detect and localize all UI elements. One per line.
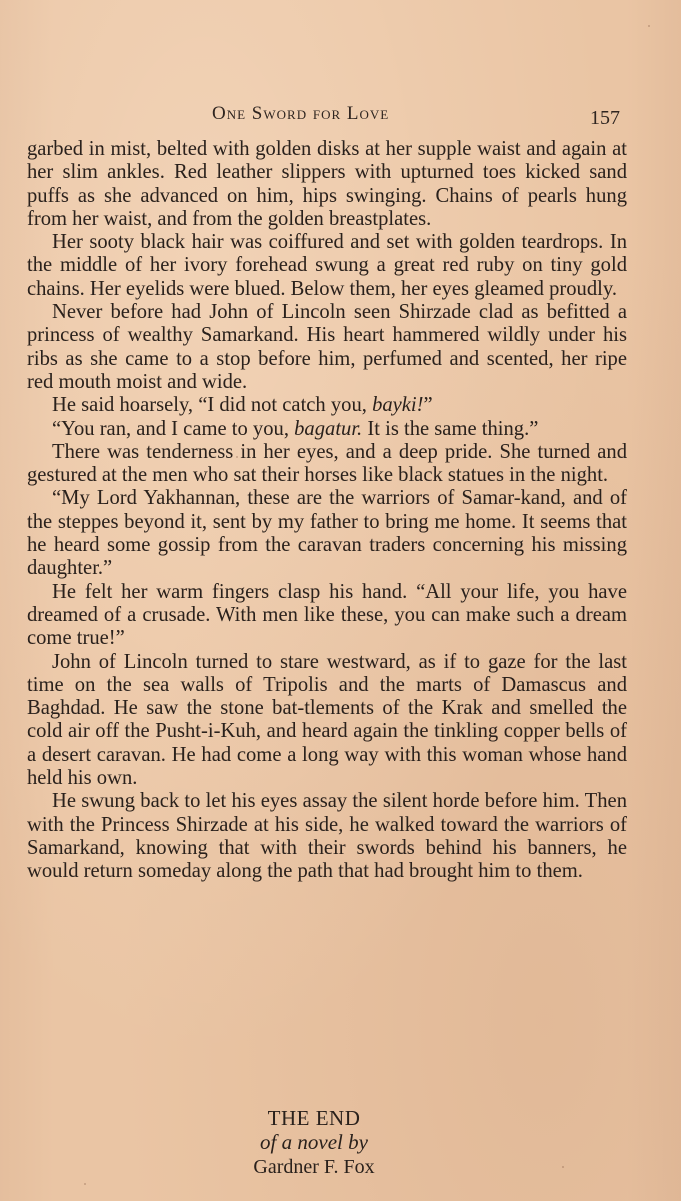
paragraph (27, 231, 627, 301)
running-title: One Sword for Love (212, 103, 390, 124)
paragraph (27, 301, 627, 394)
paragraph (27, 394, 627, 417)
paragraph-text: He swung back to let his eyes assay the silent horde before him. Then with the Princess Shirzade at his side, he walked toward the warriors of Samarkand, knowing that with their swords behind his banners, he would return someday along the path that had brought him to them. (27, 790, 627, 883)
paper-speck (648, 25, 650, 27)
paragraph-text: It is the same thing.” (362, 417, 539, 440)
paragraph (27, 487, 627, 580)
paragraph (27, 581, 627, 651)
page-number: 157 (590, 107, 620, 129)
paragraph (27, 790, 627, 883)
paragraph (27, 441, 627, 488)
paper-speck (84, 1183, 86, 1185)
paragraph-text: Her sooty black hair was coiffured and set with golden teardrops. In the middle of her ivory forehead swung a great red ruby on tiny gold chains. Her eyelids were blued. Below them, her eyes gleamed proudly. (27, 231, 627, 300)
paragraph-text: He felt her warm fingers clasp his hand. “All your life, you have dreamed of a crusade. With men like these, you can make such a dream come true!” (27, 580, 627, 650)
body-text (27, 138, 627, 884)
paragraph (27, 418, 627, 441)
paragraph (27, 138, 627, 231)
of-a-novel-by-line: of a novel by (260, 1130, 368, 1154)
author-name: Gardner F. Fox (253, 1156, 375, 1178)
paragraph-text: He said hoarsely, “I did not catch you, (52, 394, 373, 417)
paragraph-text: ” (423, 394, 433, 417)
running-head (0, 103, 681, 127)
paragraph-text: There was tenderness in her eyes, and a deep pride. She turned and gestured at the men who sat their horses like black statues in the night. (27, 440, 627, 487)
the-end-heading: THE END (267, 1106, 361, 1130)
colophon (0, 1106, 628, 1180)
paragraph-text: Never before had John of Lincoln seen Shirzade clad as befitted a princess of wealthy Samarkand. His heart hammered wildly under his ribs as she came to a stop before him, perfumed and scented, her ripe red mouth moist and wide. (27, 301, 627, 393)
paragraph (27, 651, 627, 791)
italic-word: bagatur. (294, 417, 363, 440)
paper-speck (236, 456, 238, 458)
paragraph-text: “You ran, and I came to you, (52, 417, 295, 440)
paragraph-text: John of Lincoln turned to stare westward, as if to gaze for the last time on the sea walls of Tripolis and the marts of Damascus and Baghdad. He saw the stone bat-tlements of the Krak and smelled the cold air off the Pusht-i-Kuh, and heard again the tinkling copper bells of a desert caravan. He had come a long way with this woman whose hand held his own. (27, 650, 627, 790)
paragraph-text: garbed in mist, belted with golden disks at her supple waist and again at her slim ankles. Red leather slippers with upturned toes kicked sand puffs as she advanced on him, hips swinging. Chains of pearls hung from her waist, and from the golden breastplates. (27, 138, 627, 230)
paper-speck (562, 1166, 564, 1168)
italic-word: bayki! (372, 394, 424, 417)
paragraph-text: “My Lord Yakhannan, these are the warriors of Samar-kand, and of the steppes beyond it, sent by my father to bring me home. It seems that he heard some gossip from the caravan traders concerning his missing daughter.” (27, 487, 627, 580)
